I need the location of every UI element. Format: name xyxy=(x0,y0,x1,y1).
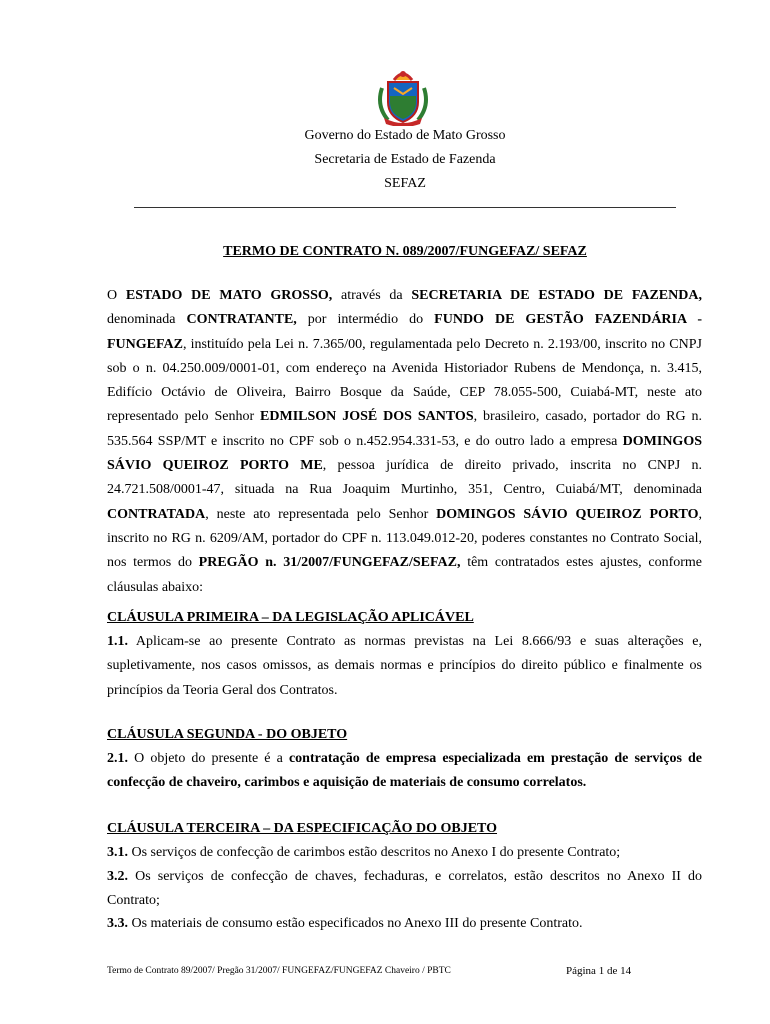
preamble-text: por intermédio do xyxy=(296,312,435,328)
header-divider xyxy=(134,207,676,208)
coat-of-arms-icon xyxy=(374,66,432,126)
clause-text: Os materiais de consumo estão especificados no Anexo III do presente Contrato. xyxy=(128,916,583,931)
clause2-heading: CLÁUSULA SEGUNDA - DO OBJETO xyxy=(107,727,348,742)
clause-text: Os serviços de confecção de carimbos estão descritos no Anexo I do presente Contrato; xyxy=(128,845,621,860)
preamble-text: , inscrito no RG n. 6209/AM, portador do CPF n. 113.049.012-20, poderes constantes no Contrato Social, nos termos do xyxy=(107,506,703,571)
header-government: Governo do Estado de Mato Grosso xyxy=(304,128,506,143)
clause-number: 3.3. xyxy=(107,916,128,931)
preamble-text: através da xyxy=(332,288,412,303)
clause3-heading: CLÁUSULA TERCEIRA – DA ESPECIFICAÇÃO DO OBJETO xyxy=(107,821,498,836)
clause-number: 1.1. xyxy=(107,634,128,649)
clause1-heading: CLÁUSULA PRIMEIRA – DA LEGISLAÇÃO APLICÁVEL xyxy=(107,610,474,625)
clause2-paragraph xyxy=(107,747,702,796)
preamble-text: denominada xyxy=(107,312,187,328)
clause-object-bold: contratação de empresa especializada em prestação de serviços de confecção de chaveiro, carimbos e aquisição de materiais de consumo correlatos. xyxy=(107,751,702,791)
page-number: Página 1 de 14 xyxy=(566,965,632,977)
preamble-bold: PREGÃO n. 31/2007/FUNGEFAZ/SEFAZ, xyxy=(198,555,461,571)
preamble-bold: CONTRATANTE, xyxy=(186,312,297,328)
preamble-text: têm contratados estes ajustes, conforme cláusulas abaixo: xyxy=(107,555,702,595)
contract-title: TERMO DE CONTRATO N. 089/2007/FUNGEFAZ/ SEFAZ xyxy=(223,244,587,259)
preamble-bold: ESTADO DE MATO GROSSO, xyxy=(125,288,333,303)
preamble-text: , neste ato representada pelo Senhor xyxy=(205,506,437,522)
preamble-bold: DOMINGOS SÁVIO QUEIROZ PORTO ME xyxy=(107,433,702,474)
clause3-item xyxy=(107,865,702,914)
preamble-text: O xyxy=(107,288,126,303)
preamble-bold: SECRETARIA DE ESTADO DE FAZENDA, xyxy=(411,288,702,303)
preamble-text: , brasileiro, casado, portador do RG n. 535.564 SSP/MT e inscrito no CPF sob o n.452.954.331-53, e do outro lado a empresa xyxy=(107,409,702,449)
footer-reference: Termo de Contrato 89/2007/ Pregão 31/2007/ FUNGEFAZ/FUNGEFAZ Chaveiro / PBTC xyxy=(107,966,451,976)
clause3-item xyxy=(107,912,702,936)
clause3-item xyxy=(107,841,702,865)
header-sefaz: SEFAZ xyxy=(384,176,426,191)
preamble-bold: DOMINGOS SÁVIO QUEIROZ PORTO xyxy=(436,506,699,522)
clause-text: Os serviços de confecção de chaves, fechaduras, e correlatos, estão descritos no Anexo II do Contrato; xyxy=(107,869,702,909)
clause-number: 3.1. xyxy=(107,845,128,860)
header-secretariat: Secretaria de Estado de Fazenda xyxy=(314,152,496,167)
clause-number: 2.1. xyxy=(107,751,128,766)
preamble-bold: CONTRATADA xyxy=(107,506,206,522)
clause-number: 3.2. xyxy=(107,869,128,884)
preamble-text: , instituído pela Lei n. 7.365/00, regulamentada pelo Decreto n. 2.193/00, inscrito no CNPJ sob o n. 04.250.009/0001-01, com endereço na Avenida Historiador Rubens de Mendonça, n. 3.415, Edifício Octávio de Oliveira, Bairro Bosque da Saúde, CEP 78.055-500, Cuiabá-MT, neste ato representado pelo Senhor xyxy=(107,336,702,425)
preamble-text: , pessoa jurídica de direito privado, inscrita no CNPJ n. 24.721.508/0001-47, situada na Rua Joaquim Murtinho, 351, Centro, Cuiabá/MT, denominada xyxy=(107,458,702,498)
clause-text: O objeto do presente é a xyxy=(128,751,289,766)
preamble-bold: EDMILSON JOSÉ DOS SANTOS xyxy=(260,409,474,425)
clause-text: Aplicam-se ao presente Contrato as normas previstas na Lei 8.666/93 e suas alterações e, supletivamente, nos casos omissos, as demais normas e princípios do direito público e finalmente os princípios da Teoria Geral dos Contratos. xyxy=(107,634,702,698)
clause1-paragraph xyxy=(107,630,702,703)
preamble-bold: FUNDO DE GESTÃO FAZENDÁRIA - FUNGEFAZ xyxy=(107,312,703,352)
preamble-paragraph xyxy=(107,284,702,600)
